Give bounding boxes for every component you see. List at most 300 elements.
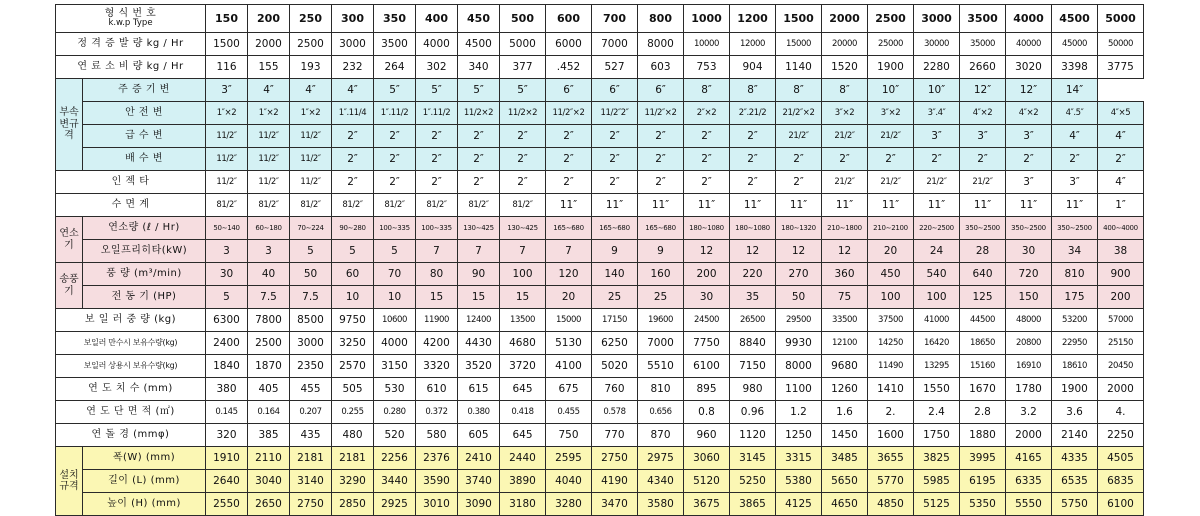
value-cell: 2″ <box>684 125 730 148</box>
model-header-cell: 300 <box>332 5 374 33</box>
row-main-steam-valve <box>56 79 1144 102</box>
value-cell: 450 <box>868 263 914 286</box>
value-cell: 220 <box>730 263 776 286</box>
value-cell: 1870 <box>248 355 290 378</box>
value-cell: 3440 <box>374 470 416 493</box>
value-cell: 20000 <box>822 33 868 56</box>
value-cell: 0.207 <box>290 401 332 424</box>
row-label: 오일프리히타(kW) <box>83 240 206 263</box>
value-cell: 41000 <box>914 309 960 332</box>
value-cell: 4430 <box>458 332 500 355</box>
value-cell: 3 <box>248 240 290 263</box>
value-cell: 750 <box>546 424 592 447</box>
value-cell: 1750 <box>914 424 960 447</box>
value-cell: 2″ <box>592 148 638 171</box>
value-cell: 1.2 <box>776 401 822 424</box>
value-cell: 10 <box>374 286 416 309</box>
value-cell: 9750 <box>332 309 374 332</box>
value-cell: 1500 <box>206 33 248 56</box>
row-label: 전 동 기 (HP) <box>83 286 206 309</box>
row-label: 주 증 기 변 <box>83 79 206 102</box>
value-cell: 15000 <box>546 309 592 332</box>
value-cell: 45000 <box>1052 33 1098 56</box>
value-cell: 0.255 <box>332 401 374 424</box>
value-cell: 7150 <box>730 355 776 378</box>
row-flue-size <box>56 378 1144 401</box>
group-blower: 송풍기 <box>56 263 83 309</box>
value-cell: 385 <box>248 424 290 447</box>
value-cell: 30 <box>1006 240 1052 263</box>
value-cell: 7000 <box>638 332 684 355</box>
value-cell: 37500 <box>868 309 914 332</box>
value-cell: 5 <box>332 240 374 263</box>
value-cell: 1840 <box>206 355 248 378</box>
value-cell: 50∼140 <box>206 217 248 240</box>
value-cell: 264 <box>374 56 416 79</box>
row-water-gauge <box>56 194 1144 217</box>
value-cell: 5380 <box>776 470 822 493</box>
value-cell: 16910 <box>1006 355 1052 378</box>
value-cell: 4. <box>1098 401 1144 424</box>
value-cell: 2280 <box>914 56 960 79</box>
value-cell: 90 <box>458 263 500 286</box>
model-header-cell: 600 <box>546 5 592 33</box>
value-cell: 760 <box>592 378 638 401</box>
value-cell: 2570 <box>332 355 374 378</box>
value-cell: 5125 <box>914 493 960 516</box>
value-cell: 2750 <box>290 493 332 516</box>
value-cell: 3″ <box>1006 125 1052 148</box>
value-cell: 2″ <box>776 148 822 171</box>
value-cell: 12100 <box>822 332 868 355</box>
group-valves: 부속변규격 <box>56 79 83 171</box>
value-cell: 3″×2 <box>868 102 914 125</box>
value-cell: 5985 <box>914 470 960 493</box>
row-label: 연 료 소 비 량 kg / Hr <box>56 56 206 79</box>
value-cell: 2″ <box>960 148 1006 171</box>
value-cell: 3″ <box>1006 171 1052 194</box>
value-cell: 0.145 <box>206 401 248 424</box>
value-cell: 10 <box>332 286 374 309</box>
value-cell: 81/2″ <box>290 194 332 217</box>
value-cell: 5″ <box>500 79 546 102</box>
row-label: 풍 량 (m³/min) <box>83 263 206 286</box>
row-label: 길이 (L) (mm) <box>83 470 206 493</box>
value-cell: 2″ <box>776 171 822 194</box>
value-cell: 2″ <box>332 125 374 148</box>
value-cell: 400∼4000 <box>1098 217 1144 240</box>
value-cell: 25 <box>592 286 638 309</box>
value-cell: 1900 <box>868 56 914 79</box>
value-cell: 870 <box>638 424 684 447</box>
value-cell: 26500 <box>730 309 776 332</box>
row-length <box>56 470 1144 493</box>
row-label: 급 수 변 <box>83 125 206 148</box>
row-safety-valve <box>56 102 1144 125</box>
value-cell: 28 <box>960 240 1006 263</box>
value-cell: 2750 <box>592 447 638 470</box>
value-cell: 2″ <box>500 125 546 148</box>
value-cell: 605 <box>458 424 500 447</box>
value-cell: 7 <box>416 240 458 263</box>
value-cell: 11/2″ <box>290 148 332 171</box>
model-header-cell: 1500 <box>776 5 822 33</box>
value-cell: 1″.11/2 <box>416 102 458 125</box>
row-operating-water <box>56 355 1144 378</box>
value-cell: 30 <box>206 263 248 286</box>
value-cell: 3000 <box>332 33 374 56</box>
value-cell: 14″ <box>1052 79 1098 102</box>
value-cell: 3040 <box>248 470 290 493</box>
value-cell: 2″ <box>1052 148 1098 171</box>
value-cell: 165∼680 <box>546 217 592 240</box>
value-cell: 3″ <box>1052 171 1098 194</box>
value-cell: 2″ <box>638 171 684 194</box>
value-cell: 1″×2 <box>290 102 332 125</box>
value-cell: 2925 <box>374 493 416 516</box>
value-cell: 9 <box>592 240 638 263</box>
row-label: 보일러 만수시 보유수량(kg) <box>56 332 206 355</box>
value-cell: 11/2″ <box>206 171 248 194</box>
value-cell: 57000 <box>1098 309 1144 332</box>
value-cell: 2181 <box>290 447 332 470</box>
value-cell: 232 <box>332 56 374 79</box>
value-cell: 1780 <box>1006 378 1052 401</box>
value-cell: 3995 <box>960 447 1006 470</box>
value-cell: 1410 <box>868 378 914 401</box>
value-cell: 6195 <box>960 470 1006 493</box>
value-cell: 3470 <box>592 493 638 516</box>
value-cell: 8″ <box>684 79 730 102</box>
value-cell: 11/2″×2 <box>546 102 592 125</box>
row-label: 보 일 러 중 량 (kg) <box>56 309 206 332</box>
value-cell: 48000 <box>1006 309 1052 332</box>
value-cell: 2000 <box>1006 424 1052 447</box>
header-label <box>56 5 206 33</box>
model-header-cell: 1000 <box>684 5 730 33</box>
value-cell: 10″ <box>914 79 960 102</box>
value-cell: 350∼2500 <box>1006 217 1052 240</box>
value-cell: 140 <box>592 263 638 286</box>
value-cell: 210∼2100 <box>868 217 914 240</box>
value-cell: 70 <box>374 263 416 286</box>
value-cell: 24500 <box>684 309 730 332</box>
value-cell: 0.96 <box>730 401 776 424</box>
value-cell: 15000 <box>776 33 822 56</box>
value-cell: 7 <box>546 240 592 263</box>
value-cell: 20 <box>546 286 592 309</box>
value-cell: 4″ <box>1052 125 1098 148</box>
value-cell: 6535 <box>1052 470 1098 493</box>
value-cell: 520 <box>374 424 416 447</box>
value-cell: 810 <box>1052 263 1098 286</box>
value-cell: 1880 <box>960 424 1006 447</box>
value-cell: 505 <box>332 378 374 401</box>
value-cell: 2″ <box>684 171 730 194</box>
value-cell: 2400 <box>206 332 248 355</box>
row-fuel-consumption <box>56 56 1144 79</box>
value-cell: 980 <box>730 378 776 401</box>
value-cell: 34 <box>1052 240 1098 263</box>
value-cell: 220∼2500 <box>914 217 960 240</box>
value-cell: 3720 <box>500 355 546 378</box>
value-cell: 3060 <box>684 447 730 470</box>
value-cell: 2.4 <box>914 401 960 424</box>
value-cell: 2550 <box>206 493 248 516</box>
value-cell: 21/2″ <box>822 171 868 194</box>
value-cell: 125 <box>960 286 1006 309</box>
value-cell: 2″ <box>592 125 638 148</box>
value-cell: 320 <box>206 424 248 447</box>
header-title: 형 식 번 호 <box>104 8 157 20</box>
value-cell: 9930 <box>776 332 822 355</box>
value-cell: 0.578 <box>592 401 638 424</box>
value-cell: 11/2″ <box>206 125 248 148</box>
value-cell: 645 <box>500 424 546 447</box>
value-cell: 3.2 <box>1006 401 1052 424</box>
value-cell: 81/2″ <box>248 194 290 217</box>
value-cell: 1″×2 <box>206 102 248 125</box>
model-header-cell: 350 <box>374 5 416 33</box>
value-cell: 1550 <box>914 378 960 401</box>
value-cell: 4″ <box>248 79 290 102</box>
value-cell: 360 <box>822 263 868 286</box>
value-cell: 7000 <box>592 33 638 56</box>
value-cell: 1″×2 <box>248 102 290 125</box>
value-cell: 2140 <box>1052 424 1098 447</box>
value-cell: 18650 <box>960 332 1006 355</box>
value-cell: 11/2″ <box>290 125 332 148</box>
value-cell: 11/2″ <box>290 171 332 194</box>
value-cell: 21/2″ <box>868 125 914 148</box>
value-cell: 8500 <box>290 309 332 332</box>
row-label: 수 면 계 <box>56 194 206 217</box>
value-cell: 753 <box>684 56 730 79</box>
value-cell: 2500 <box>248 332 290 355</box>
value-cell: 9680 <box>822 355 868 378</box>
value-cell: 270 <box>776 263 822 286</box>
value-cell: 5″ <box>374 79 416 102</box>
value-cell: 8″ <box>776 79 822 102</box>
value-cell: 4″ <box>332 79 374 102</box>
value-cell: 4040 <box>546 470 592 493</box>
value-cell: 180∼1320 <box>776 217 822 240</box>
value-cell: 7750 <box>684 332 730 355</box>
value-cell: 12 <box>730 240 776 263</box>
value-cell: 2″×2 <box>684 102 730 125</box>
value-cell: 20450 <box>1098 355 1144 378</box>
value-cell: 3675 <box>684 493 730 516</box>
value-cell: 2″ <box>638 125 684 148</box>
header-subtitle: k.w.p Type <box>108 18 153 29</box>
value-cell: 11900 <box>416 309 458 332</box>
value-cell: 0.455 <box>546 401 592 424</box>
value-cell: 3000 <box>290 332 332 355</box>
value-cell: 4″ <box>290 79 332 102</box>
value-cell: 81/2″ <box>332 194 374 217</box>
value-cell: 80 <box>416 263 458 286</box>
value-cell: 1120 <box>730 424 776 447</box>
value-cell: 8″ <box>730 79 776 102</box>
value-cell: 3590 <box>416 470 458 493</box>
model-header-cell: 400 <box>416 5 458 33</box>
value-cell: 3740 <box>458 470 500 493</box>
value-cell: 30000 <box>914 33 960 56</box>
value-cell: 2000 <box>1098 378 1144 401</box>
model-header-cell: 200 <box>248 5 290 33</box>
value-cell: 100 <box>500 263 546 286</box>
value-cell: 0.380 <box>458 401 500 424</box>
value-cell: 8000 <box>638 33 684 56</box>
value-cell: 1520 <box>822 56 868 79</box>
value-cell: 350∼2500 <box>1052 217 1098 240</box>
value-cell: 38 <box>1098 240 1144 263</box>
value-cell: 4505 <box>1098 447 1144 470</box>
value-cell: 6000 <box>546 33 592 56</box>
row-combustion-rate <box>56 217 1144 240</box>
value-cell: 5000 <box>500 33 546 56</box>
value-cell: 17150 <box>592 309 638 332</box>
value-cell: 904 <box>730 56 776 79</box>
value-cell: 2″ <box>458 171 500 194</box>
model-header-cell: 800 <box>638 5 684 33</box>
value-cell: 3485 <box>822 447 868 470</box>
value-cell: 8840 <box>730 332 776 355</box>
value-cell: 3″×2 <box>822 102 868 125</box>
value-cell: 1140 <box>776 56 822 79</box>
value-cell: 2″ <box>868 148 914 171</box>
value-cell: 8000 <box>776 355 822 378</box>
row-flue-area <box>56 401 1144 424</box>
value-cell: 70∼224 <box>290 217 332 240</box>
value-cell: 50 <box>290 263 332 286</box>
value-cell: 22950 <box>1052 332 1098 355</box>
value-cell: 4″×2 <box>1006 102 1052 125</box>
value-cell: 81/2″ <box>374 194 416 217</box>
value-cell: 165∼680 <box>638 217 684 240</box>
value-cell: 2″ <box>332 171 374 194</box>
value-cell: 3″ <box>960 125 1006 148</box>
value-cell: 3 <box>206 240 248 263</box>
value-cell: 10000 <box>684 33 730 56</box>
value-cell: 7 <box>500 240 546 263</box>
value-cell: 3250 <box>332 332 374 355</box>
value-cell: 0.8 <box>684 401 730 424</box>
value-cell: 2″ <box>914 148 960 171</box>
row-feed-valve <box>56 125 1144 148</box>
row-label: 높이 (H) (mm) <box>83 493 206 516</box>
value-cell: 2″ <box>546 148 592 171</box>
value-cell: 11/2″ <box>248 171 290 194</box>
value-cell: 11490 <box>868 355 914 378</box>
value-cell: 13500 <box>500 309 546 332</box>
value-cell: 3520 <box>458 355 500 378</box>
value-cell: 2″ <box>730 148 776 171</box>
value-cell: 11/2×2 <box>500 102 546 125</box>
model-header-cell: 4000 <box>1006 5 1052 33</box>
value-cell: 21/2″ <box>822 125 868 148</box>
value-cell: 29500 <box>776 309 822 332</box>
value-cell: 340 <box>458 56 500 79</box>
value-cell: 675 <box>546 378 592 401</box>
value-cell: .452 <box>546 56 592 79</box>
value-cell: 2″ <box>730 171 776 194</box>
value-cell: 7.5 <box>290 286 332 309</box>
value-cell: 2640 <box>206 470 248 493</box>
value-cell: 90∼280 <box>332 217 374 240</box>
value-cell: 4125 <box>776 493 822 516</box>
row-full-water <box>56 332 1144 355</box>
value-cell: 540 <box>914 263 960 286</box>
model-header-cell: 450 <box>458 5 500 33</box>
model-header-cell: 250 <box>290 5 332 33</box>
value-cell: 3″ <box>914 125 960 148</box>
value-cell: 1900 <box>1052 378 1098 401</box>
value-cell: 0.164 <box>248 401 290 424</box>
value-cell: 20800 <box>1006 332 1052 355</box>
value-cell: 2″ <box>458 125 500 148</box>
value-cell: 12400 <box>458 309 500 332</box>
value-cell: 2350 <box>290 355 332 378</box>
value-cell: 15 <box>416 286 458 309</box>
value-cell: 11″ <box>822 194 868 217</box>
value-cell: 2″ <box>500 171 546 194</box>
value-cell: 1″.11/2 <box>374 102 416 125</box>
value-cell: 580 <box>416 424 458 447</box>
value-cell: 6″ <box>638 79 684 102</box>
value-cell: 165∼680 <box>592 217 638 240</box>
value-cell: 4000 <box>374 332 416 355</box>
value-cell: 5550 <box>1006 493 1052 516</box>
model-header-cell: 5000 <box>1098 5 1144 33</box>
value-cell: 2″ <box>1098 148 1144 171</box>
value-cell: 53200 <box>1052 309 1098 332</box>
value-cell: 6100 <box>1098 493 1144 516</box>
value-cell: 2″ <box>822 148 868 171</box>
value-cell: 2595 <box>546 447 592 470</box>
value-cell: 6″ <box>592 79 638 102</box>
value-cell: 44500 <box>960 309 1006 332</box>
group-burner: 연소기 <box>56 217 83 263</box>
value-cell: 2″ <box>374 148 416 171</box>
value-cell: 12 <box>822 240 868 263</box>
value-cell: 180∼1080 <box>684 217 730 240</box>
value-cell: 12 <box>776 240 822 263</box>
value-cell: 5 <box>374 240 416 263</box>
value-cell: 20 <box>868 240 914 263</box>
value-cell: 2″ <box>730 125 776 148</box>
row-label: 인 젝 타 <box>56 171 206 194</box>
value-cell: 603 <box>638 56 684 79</box>
value-cell: 810 <box>638 378 684 401</box>
model-header-cell: 3500 <box>960 5 1006 33</box>
value-cell: 5″ <box>458 79 500 102</box>
value-cell: 81/2″ <box>206 194 248 217</box>
value-cell: 4680 <box>500 332 546 355</box>
value-cell: 2660 <box>960 56 1006 79</box>
value-cell: 40000 <box>1006 33 1052 56</box>
value-cell: 3180 <box>500 493 546 516</box>
value-cell: 35000 <box>960 33 1006 56</box>
value-cell: 2250 <box>1098 424 1144 447</box>
value-cell: 193 <box>290 56 332 79</box>
value-cell: 12000 <box>730 33 776 56</box>
value-cell: 900 <box>1098 263 1144 286</box>
value-cell: 180∼1080 <box>730 217 776 240</box>
value-cell: 1600 <box>868 424 914 447</box>
value-cell: 2″ <box>458 148 500 171</box>
value-cell: 11″ <box>960 194 1006 217</box>
